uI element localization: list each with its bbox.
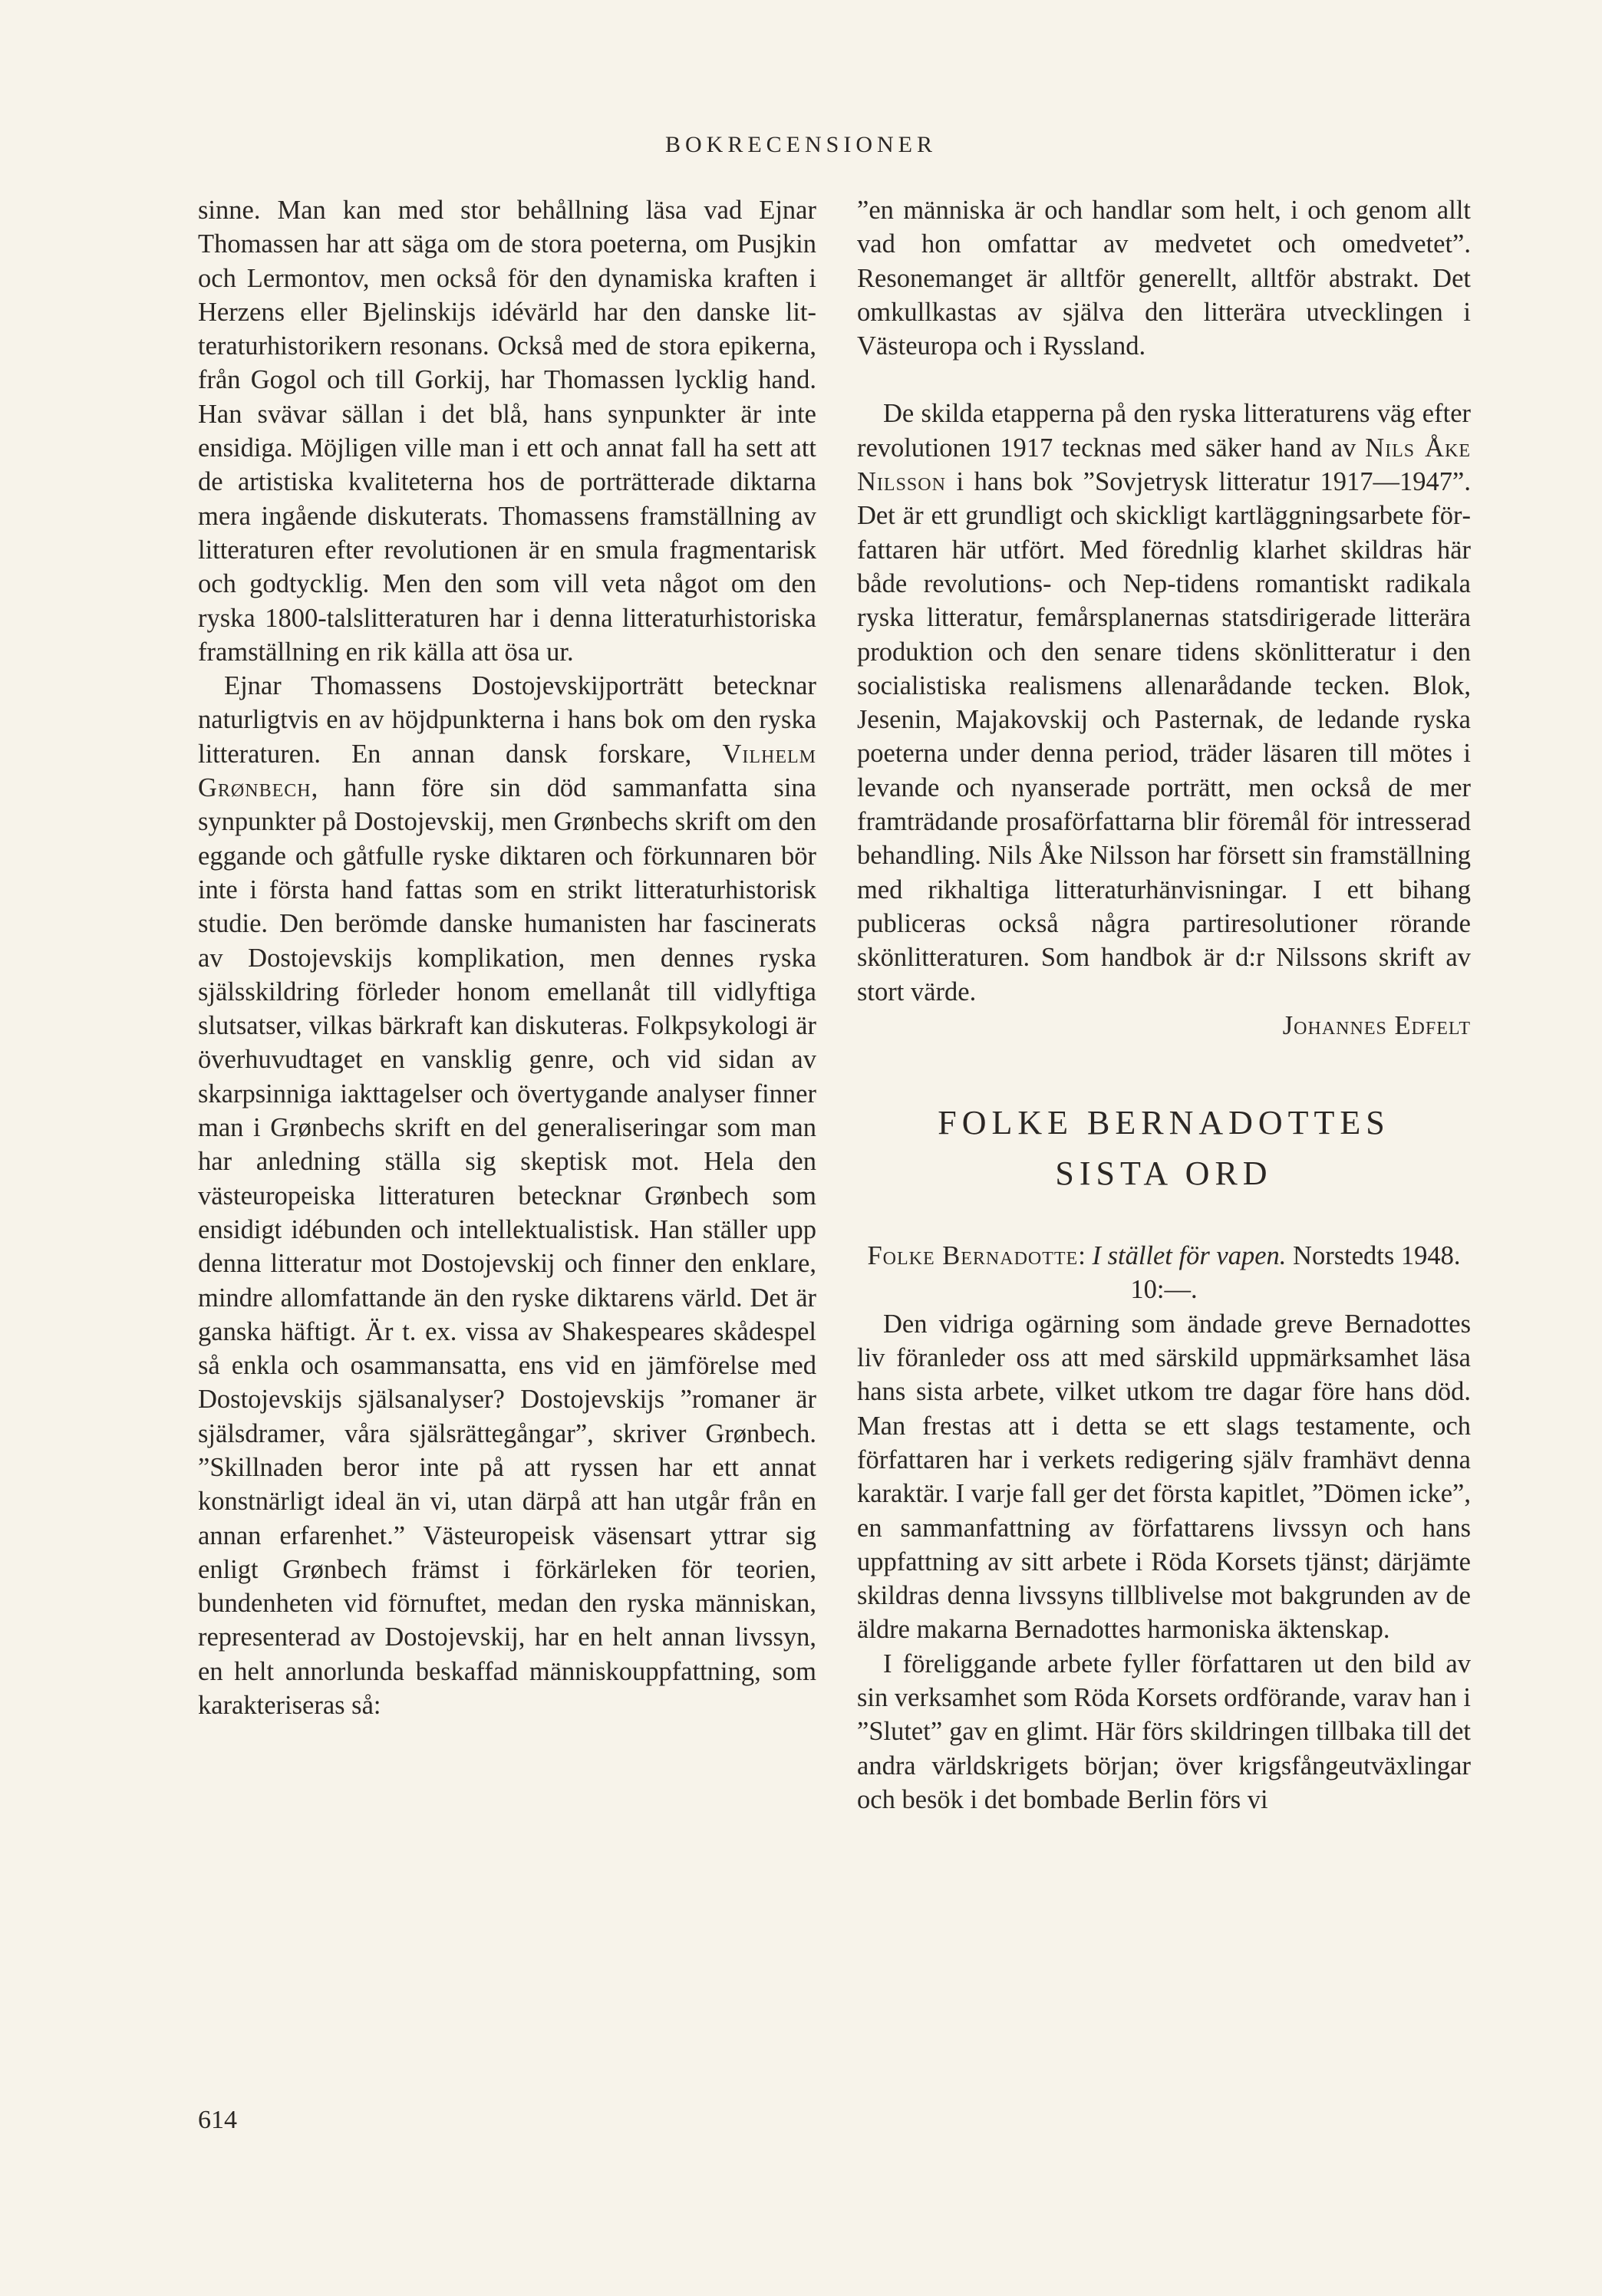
book-author: Folke Bernadotte [867,1241,1079,1271]
section-title [857,1098,1471,1199]
author-name: Vilhelm Grønbech [198,739,816,803]
left-column [198,193,816,1722]
book-citation [857,1239,1471,1307]
paragraph: sinne. Man kan med stor behållning läsa vad Ejnar Thomassen har att säga om de stora poeterna, om Pusjkin och Lermontov, men också för den dynamiska kraften i Herzens eller Bjelinskijs idévärld har den danske litteraturhistorikern resonans. Också med de stora epikerna, från Gogol och till Gorkij, har Thomassen lycklig hand. Han svävar sällan i det blå, hans synpunkter är inte ensidiga. Möjligen ville man i ett och annat fall ha sett att de artistiska kvaliteterna hos de porträtterade diktarna mera ingående diskuterats. Thomassens framställning av litteraturen efter revolutionen är en smula fragmentarisk och godtycklig. Men den som vill veta något om den ryska 1800-talslitteraturen har i denna litteraturhistoriska framställning en rik källa att ösa ur. [198,196,816,667]
paragraph: ”en människa är och handlar som helt, i och genom allt vad hon omfattar av medvetet och omedvetet”. Resonemanget är alltför generellt, alltför abstrakt. Det omkullkastas av själva den litterära utvecklingen i Västeuropa och i Ryssland. [857,196,1471,361]
paragraph: Den vidriga ogärning som ändade greve Bernadottes liv föranleder oss att med särskild uppmärksamhet läsa hans sista arbete, vilket utkom tre dagar före hans död. Man frestas att i detta se ett slags testamente, och författaren har i verkets redigering själv framhävt denna karaktär. I varje fall ger det första kapitlet, ”Dömen icke”, en sammanfattning av författarens livssyn och hans uppfattning av sitt arbete i Röda Korsets tjänst; därjämte skildras denna livssyns tillblivelse mot bakgrunden av de äldre makarna Bernadottes harmoniska äktenskap. [857,1309,1471,1645]
paragraph [857,397,1471,1008]
section-title-line: FOLKE BERNADOTTES [938,1104,1390,1142]
right-column [857,193,1471,1817]
running-header: BOKRECENSIONER [664,132,937,157]
book-publisher: Norstedts 1948. 10:—. [1130,1241,1461,1305]
citation-separator: : [1078,1241,1093,1271]
book-title: I stället för vapen. [1092,1241,1287,1271]
paragraph: I föreliggande arbete fyller författaren ut den bild av sin verksamhet som Röda Korsets ordförande, varav han i ”Slutet” gav en glimt. Här förs skildringen tillbaka till det andra världskrigets början; över krigsfångeutväxlingar och besök i det bombade Berlin förs vi [857,1649,1472,1814]
section-title-line: SISTA ORD [1055,1155,1273,1193]
paragraph-text: i hans bok ”Sovjetrysk litteratur 1917—1947”. Det är ett grundligt och skickligt kartläggningsarbete författaren här utfört. Med förednlig klarhet skildras här både revolutions- och Nep-tidens romantiskt radikala ryska litteratur, femårsplanernas statsdirigerade litterära produktion och den senare tidens skönlitteratur i den socialistiska realismens allenarådande tecken. Blok, Jesenin, Majakovskij och Pasternak, de ledande ryska poeterna under denna period, träder läsaren till mötes i levande och nyanserade porträtt, men också de mer framträdande prosaförfattarna blir föremål för intresserad behandling. Nils Åke Nilsson har försett sin framställning med rikhaltiga litteraturhänvisningar. I ett bihang publiceras också några partiresolutioner rörande skönlitteraturen. Som handbok är d:r Nilssons skrift av stort värde. [857,467,1471,1006]
paragraph-text: , hann före sin död sammanfatta sina synpunkter på Dostojevskij, men Grønbechs skrift om den eggande och gåtfulle ryske diktaren och förkunnaren bör inte i första hand fattas som en strikt litteraturhistorisk studie. Den berömde danske humanisten har fascinerats av Dostojevskijs komplikation, men dennes ryska själsskildring förleder honom emellanåt till vidlyftiga slutsatser, vilkas bärkraft kan diskuteras. Folkpsykologi är överhuvudtaget en vansklig genre, och vid sidan av skarpsinniga iakttagelser och övertygande analyser finner man i Grønbechs skrift en del generaliseringar som man har anledning ställa sig skeptisk mot. Hela den västeuropeiska litteraturen betecknar Grønbech som ensidigt idébunden och intellektualistisk. Han ställer upp denna litteratur mot Dostojevskij och finner den enklare, mindre allomfattande än den ryske diktarens värld. Det är ganska häftigt. Är t. ex. vissa av Shakespeares skådespel så enkla och osammansatta, ens vid en jämförelse med Dostojevskijs själsanalyser? Dostojevskijs ”romaner är själsdramer, våra själsrättegångar”, skriver Grønbech. ”Skillnaden beror inte på att ryssen har ett annat konstnärligt ideal än vi, utan därpå att han utgår från en annan erfarenhet.” Västeuropeisk väsensart yttrar sig enligt Grønbech främst i förkärleken för teorien, bundenheten vid förnuftet, medan den ryska människan, representerad av Dostojevskij, har en helt annan livssyn, en helt annorlunda beskaffad människouppfattning, som karakteriseras så: [198,773,816,1721]
paragraph-text: Ejnar Thomassens Dostojevskijporträtt betecknar naturligtvis en av höjdpunkterna i hans bok om den ryska litteraturen. En annan dansk forskare, [198,671,816,769]
paragraph [198,669,816,1722]
author-name: Nils Åke Nilsson [857,433,1471,497]
page-number: 614 [198,2106,237,2134]
paragraph-text: De skilda etapperna på den ryska litteraturens väg efter revolutionen 1917 tecknas med säker hand av [857,399,1471,463]
reviewer-signature: Johannes Edfelt [1282,1010,1471,1040]
